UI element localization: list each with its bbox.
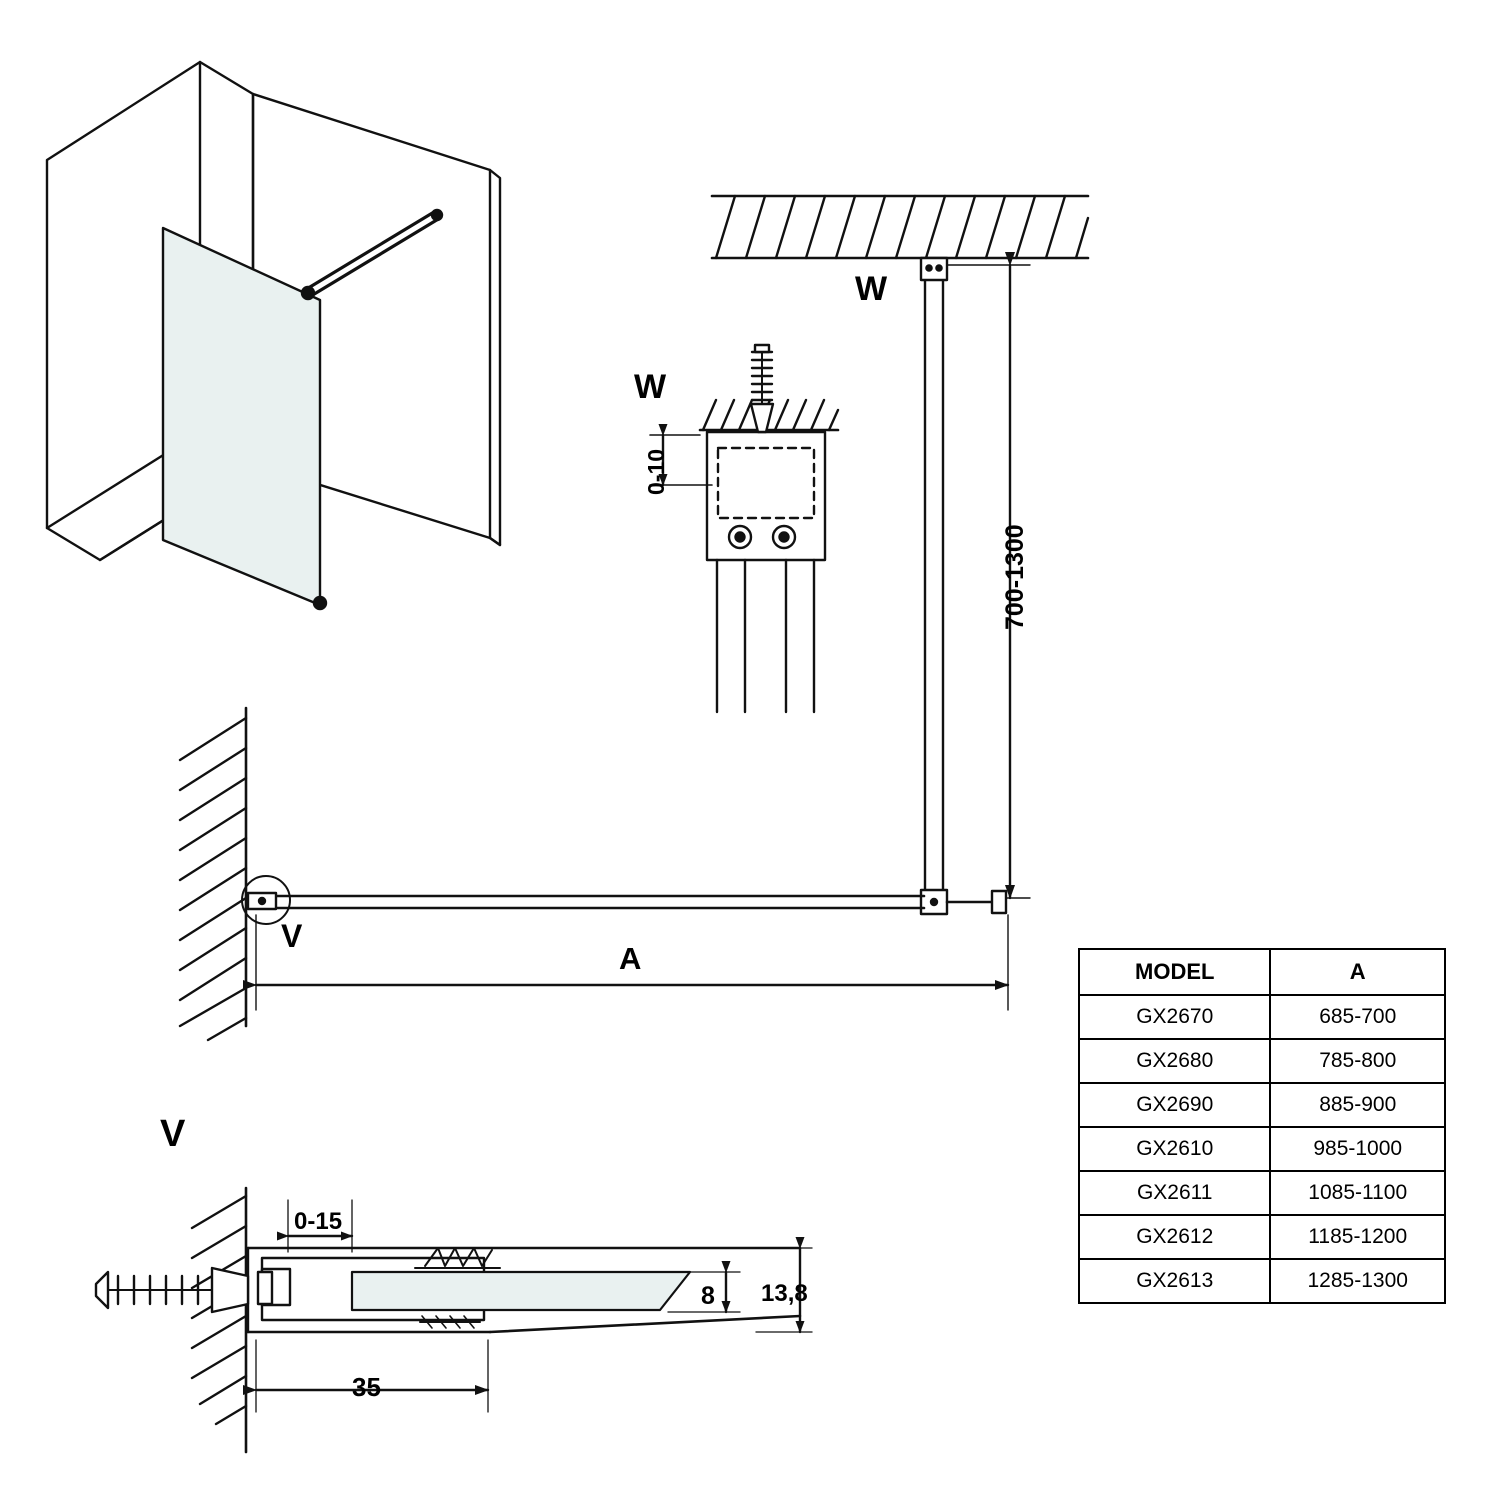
cell-a: 985-1000 xyxy=(1270,1127,1445,1171)
cell-model: GX2610 xyxy=(1079,1127,1270,1171)
cell-model: GX2670 xyxy=(1079,995,1270,1039)
model-dimension-table xyxy=(1078,948,1446,1304)
cell-a: 1085-1100 xyxy=(1270,1171,1445,1215)
label-dimension-profile-width: 13,8 xyxy=(761,1280,808,1307)
label-detail-v-title: V xyxy=(160,1113,186,1155)
cell-model: GX2612 xyxy=(1079,1215,1270,1259)
label-dimension-a: A xyxy=(619,941,642,976)
label-detail-w-top: W xyxy=(855,270,888,308)
cell-model: GX2680 xyxy=(1079,1039,1270,1083)
cell-model: GX2611 xyxy=(1079,1171,1270,1215)
table-row xyxy=(1079,1039,1445,1083)
cell-a: 885-900 xyxy=(1270,1083,1445,1127)
support-bar-iso xyxy=(302,210,442,609)
detail-v-section xyxy=(96,1188,812,1452)
table-row xyxy=(1079,1259,1445,1303)
table-row xyxy=(1079,995,1445,1039)
detail-w-bracket xyxy=(650,345,838,712)
label-dimension-profile-depth: 35 xyxy=(352,1372,381,1402)
label-dimension-ceiling-gap: 0-10 xyxy=(643,448,669,495)
cell-a: 1185-1200 xyxy=(1270,1215,1445,1259)
table-header-a: A xyxy=(1270,949,1445,995)
table-row xyxy=(1079,1171,1445,1215)
label-dimension-profile-gap: 0-15 xyxy=(294,1208,343,1235)
glass-panel-iso xyxy=(163,228,320,605)
label-detail-v-plan: V xyxy=(281,918,303,954)
cell-a: 785-800 xyxy=(1270,1039,1445,1083)
label-dimension-glass-thickness: 8 xyxy=(701,1282,715,1310)
cell-a: 1285-1300 xyxy=(1270,1259,1445,1303)
table-row xyxy=(1079,1127,1445,1171)
plan-view xyxy=(180,708,1008,1040)
cell-model: GX2690 xyxy=(1079,1083,1270,1127)
cell-model: GX2613 xyxy=(1079,1259,1270,1303)
table-row xyxy=(1079,1083,1445,1127)
table-row xyxy=(1079,1215,1445,1259)
table-header-row xyxy=(1079,949,1445,995)
cell-a: 685-700 xyxy=(1270,995,1445,1039)
table-body xyxy=(1079,995,1445,1303)
table-header-model: MODEL xyxy=(1079,949,1270,995)
label-dimension-bar-height: 700-1300 xyxy=(1001,524,1029,630)
label-detail-w-left: W xyxy=(634,368,667,406)
